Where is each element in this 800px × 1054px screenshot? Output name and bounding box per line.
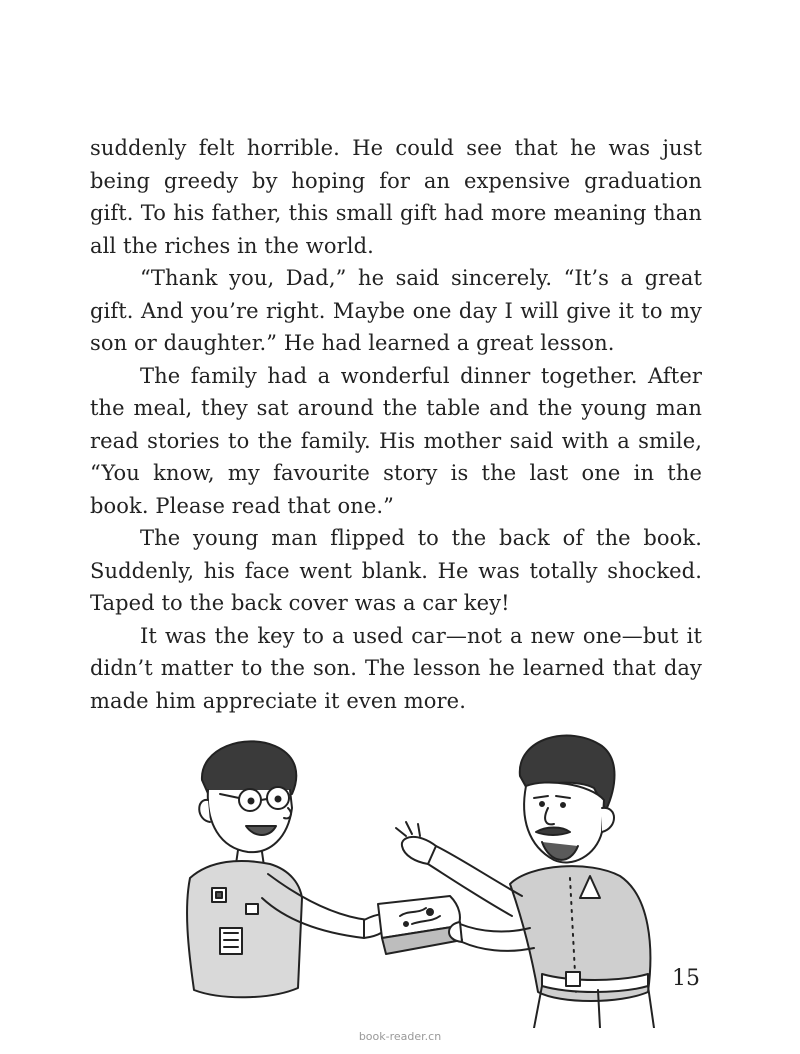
story-text: [90, 132, 702, 717]
paragraph-4: The young man flipped to the back of the book. Suddenly, his face went blank. He was totally shocked. Taped to the back cover was a car key!: [90, 526, 702, 615]
father-son-illustration: [150, 728, 670, 1028]
watermark: book-reader.cn: [358, 1030, 442, 1043]
paragraph-3: The family had a wonderful dinner together. After the meal, they sat around the table and the young man read stories to the family. His mother said with a smile, “You know, my favourite story is the last one in the book. Please read that one.”: [90, 363, 702, 518]
page-number: 15: [672, 966, 700, 991]
son-figure: [187, 741, 391, 997]
paragraph-2: “Thank you, Dad,” he said sincerely. “It’s a great gift. And you’re right. Maybe one day I will give it to my son or daughter.” He had learned a great lesson.: [90, 266, 702, 355]
paragraph-1: suddenly felt horrible. He could see that he was just being greedy by hoping for an expensive graduation gift. To his father, this small gift had more meaning than all the riches in the world.: [90, 136, 702, 258]
father-figure: [396, 736, 654, 1028]
paragraph-5: It was the key to a used car—not a new one—but it didn’t matter to the son. The lesson he learned that day made him appreciate it even more.: [90, 623, 702, 713]
book-illustration: [378, 896, 462, 954]
